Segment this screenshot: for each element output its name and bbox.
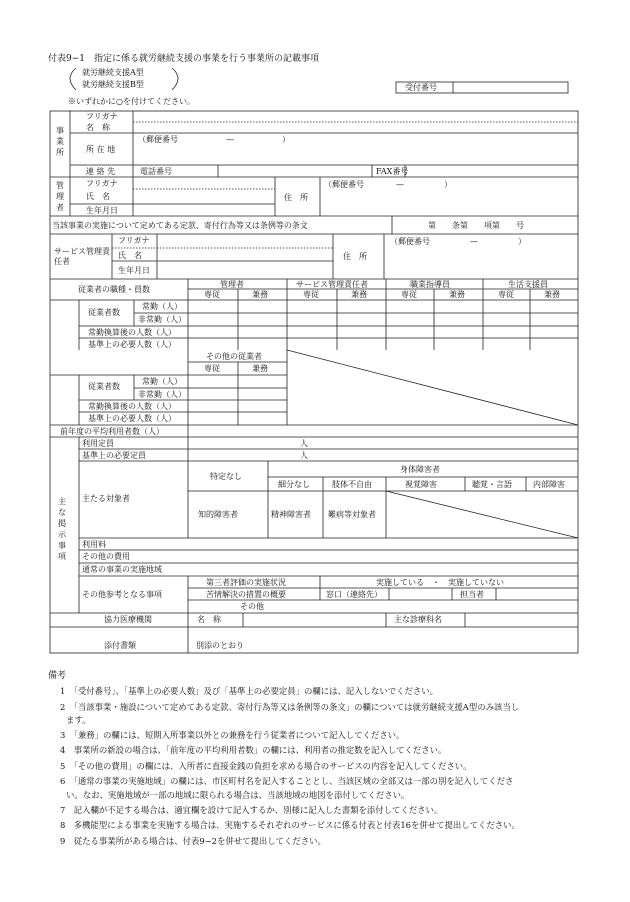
col-full-1: 専従 — [204, 290, 220, 299]
target-none[interactable]: 特定なし — [210, 472, 242, 481]
office-section-label: 事業所 — [56, 126, 64, 157]
note-item: 6 「通常の事業の実施地域」の欄には、市区町村名を記入することとし、当該区域の全部又は一部の別を記入してくださ — [60, 776, 514, 786]
capacity-unit: 人 — [300, 439, 308, 448]
form-title: 付表9−1 指定に係る就労継続支援の事業を行う事業所の記載事項 — [48, 54, 319, 64]
target-mental[interactable]: 精神障害者 — [271, 510, 311, 519]
reference-label: その他参考となる事項 — [82, 590, 162, 599]
target-sub-none[interactable]: 細分なし — [278, 480, 310, 489]
note-item: 1 「受付番号」、「基準上の必要人数」及び「基準上の必要定員」の欄には、記入しないでください。 — [60, 686, 438, 696]
office-contact-label: 連 絡 先 — [86, 167, 116, 176]
area-label: 通常の事業の実施地域 — [82, 565, 162, 574]
fee-label: 利用料 — [82, 540, 106, 549]
manager-birth-label: 生年月日 — [86, 206, 118, 215]
col-part-4: 兼務 — [544, 290, 560, 299]
article-label: 当該事業の実施について定めてある定款、寄付行為等又は条例等の条文 — [52, 221, 308, 230]
other-col-part: 兼務 — [252, 364, 268, 373]
note-item: 8 多機能型による事業を実施する場合は、実施するそれぞれのサービスに係る付表と付表16を併せて提出してください。 — [60, 820, 520, 830]
sm-address-label: 住 所 — [343, 252, 367, 261]
fulltime-label: 常勤（人） — [142, 302, 182, 311]
target-label: 主たる対象者 — [82, 494, 130, 503]
medical-dept-label: 主な診療科名 — [394, 615, 442, 624]
manager-section-label: 管理者 — [56, 181, 64, 212]
other-staff-label: その他の従業者 — [206, 352, 262, 361]
target-intellectual[interactable]: 知的障害者 — [198, 510, 238, 519]
target-internal[interactable]: 内部障害 — [533, 480, 565, 489]
note-item: い。なお、実施地域が一部の地域に限られる場合は、当該地域の地図を添付してください。 — [66, 790, 410, 800]
col-full-2: 専従 — [303, 290, 319, 299]
office-phone-label: 電話番号 — [140, 167, 172, 176]
col-full-3: 専従 — [401, 290, 417, 299]
target-hearing[interactable]: 聴覚・言語 — [472, 480, 512, 489]
service-manager-section-label: サービス管理責任者 — [54, 247, 110, 266]
other-fee-label: その他の費用 — [82, 552, 130, 561]
parttime-label: 非常勤（人） — [138, 315, 186, 324]
role-life-support: 生活支援員 — [508, 280, 548, 289]
required-label: 基準上の必要人数（人） — [88, 340, 176, 349]
note-item: 4 事業所の新設の場合は、「前年度の平均利用者数」の欄には、利用者の推定数を記入してください。 — [60, 745, 447, 755]
staff-title: 従業者の職種・員数 — [78, 285, 150, 294]
staff-count-label: 従業者数 — [88, 308, 120, 317]
manager-furigana-label: フリガナ — [86, 179, 118, 188]
other-parttime-label: 非常勤（人） — [138, 390, 186, 399]
note-item: ます。 — [66, 715, 91, 725]
sm-birth-label: 生年月日 — [118, 266, 150, 275]
manager-address-label: 住 所 — [284, 193, 308, 202]
attachments-label: 添付書類 — [104, 641, 136, 650]
avg-users-label: 前年度の平均利用者数（人） — [60, 427, 164, 436]
sm-furigana-label: フリガナ — [118, 236, 150, 245]
office-postal[interactable]: （郵便番号 — ） — [138, 135, 290, 144]
receipt-label: 受付番号 — [405, 83, 437, 92]
notes-title: 備考 — [48, 671, 67, 681]
office-fax-label: FAX番号 — [376, 167, 409, 176]
note-item: 2 「当該事業・施設について定めてある定款、寄付行為等又は条例等の条文」の欄については就労継続支援A型のみ該当し — [60, 702, 520, 712]
office-name-label: 名 称 — [86, 123, 110, 132]
person-label: 担当者 — [460, 590, 484, 599]
target-intractable[interactable]: 難病等対象者 — [328, 510, 376, 519]
required-capacity-unit: 人 — [300, 451, 308, 460]
converted-label: 常勤換算後の人数（人） — [88, 328, 176, 337]
medical-label: 協力医療機関 — [104, 615, 152, 624]
window-label: 窓口（連絡先） — [326, 590, 382, 599]
evaluation-value[interactable]: 実施している ・ 実施していない — [376, 578, 504, 587]
role-manager: 管理者 — [220, 280, 244, 289]
col-full-4: 専従 — [498, 290, 514, 299]
office-furigana-label: フリガナ — [86, 112, 118, 121]
other-required-label: 基準上の必要人数（人） — [88, 414, 176, 423]
main-items-section-label: 主な掲示事項 — [58, 497, 66, 561]
medical-name-label: 名 称 — [197, 615, 221, 624]
sm-postal[interactable]: （郵便番号 — ） — [390, 237, 526, 246]
other-col-full: 専従 — [204, 364, 220, 373]
receipt-number-field[interactable] — [458, 83, 566, 92]
col-part-3: 兼務 — [449, 290, 465, 299]
complaint-label: 苦情解決の措置の概要 — [206, 590, 286, 599]
evaluation-label: 第三者評価の実施状況 — [206, 578, 286, 587]
reference-other-label: その他 — [240, 602, 264, 611]
circle-instruction: ※いずれかに○を付けてください。 — [68, 97, 195, 106]
manager-postal[interactable]: （郵便番号 — ） — [324, 180, 452, 189]
sm-name-label: 氏 名 — [118, 251, 142, 260]
target-physical[interactable]: 身体障害者 — [400, 465, 440, 474]
other-converted-label: 常勤換算後の人数（人） — [88, 402, 176, 411]
article-value[interactable]: 第 条第 項第 号 — [428, 221, 524, 230]
option-type-a[interactable]: 就労継続支援A型 — [82, 68, 144, 77]
required-capacity-label: 基準上の必要定員 — [82, 451, 146, 460]
option-type-b[interactable]: 就労継続支援B型 — [82, 80, 144, 89]
other-count-label: 従業者数 — [88, 382, 120, 391]
role-vocational: 職業指導員 — [410, 280, 450, 289]
note-item: 5 「その他の費用」の欄には、入所者に直接金銭の負担を求める場合のサービスの内容を記入してください。 — [60, 761, 472, 771]
manager-name-label: 氏 名 — [86, 192, 110, 201]
note-item: 3 「兼務」の欄には、短期入所事業以外との兼務を行う従業者について記入してください。 — [60, 730, 405, 740]
role-service-manager: サービス管理責任者 — [296, 280, 368, 289]
note-item: 9 従たる事業所がある場合は、付表9−2を併せて提出してください。 — [60, 836, 326, 846]
attachments-value: 別添のとおり — [196, 641, 244, 650]
col-part-2: 兼務 — [351, 290, 367, 299]
target-visual[interactable]: 視覚障害 — [405, 480, 437, 489]
note-item: 7 記入欄が不足する場合は、適宜欄を設けて記入するか、別様に記入した書類を添付してください。 — [60, 805, 443, 815]
capacity-label: 利用定員 — [82, 439, 114, 448]
target-limb[interactable]: 肢体不自由 — [332, 480, 372, 489]
other-fulltime-label: 常勤（人） — [142, 377, 182, 386]
col-part-1: 兼務 — [252, 290, 268, 299]
office-address-label: 所 在 地 — [86, 145, 116, 154]
